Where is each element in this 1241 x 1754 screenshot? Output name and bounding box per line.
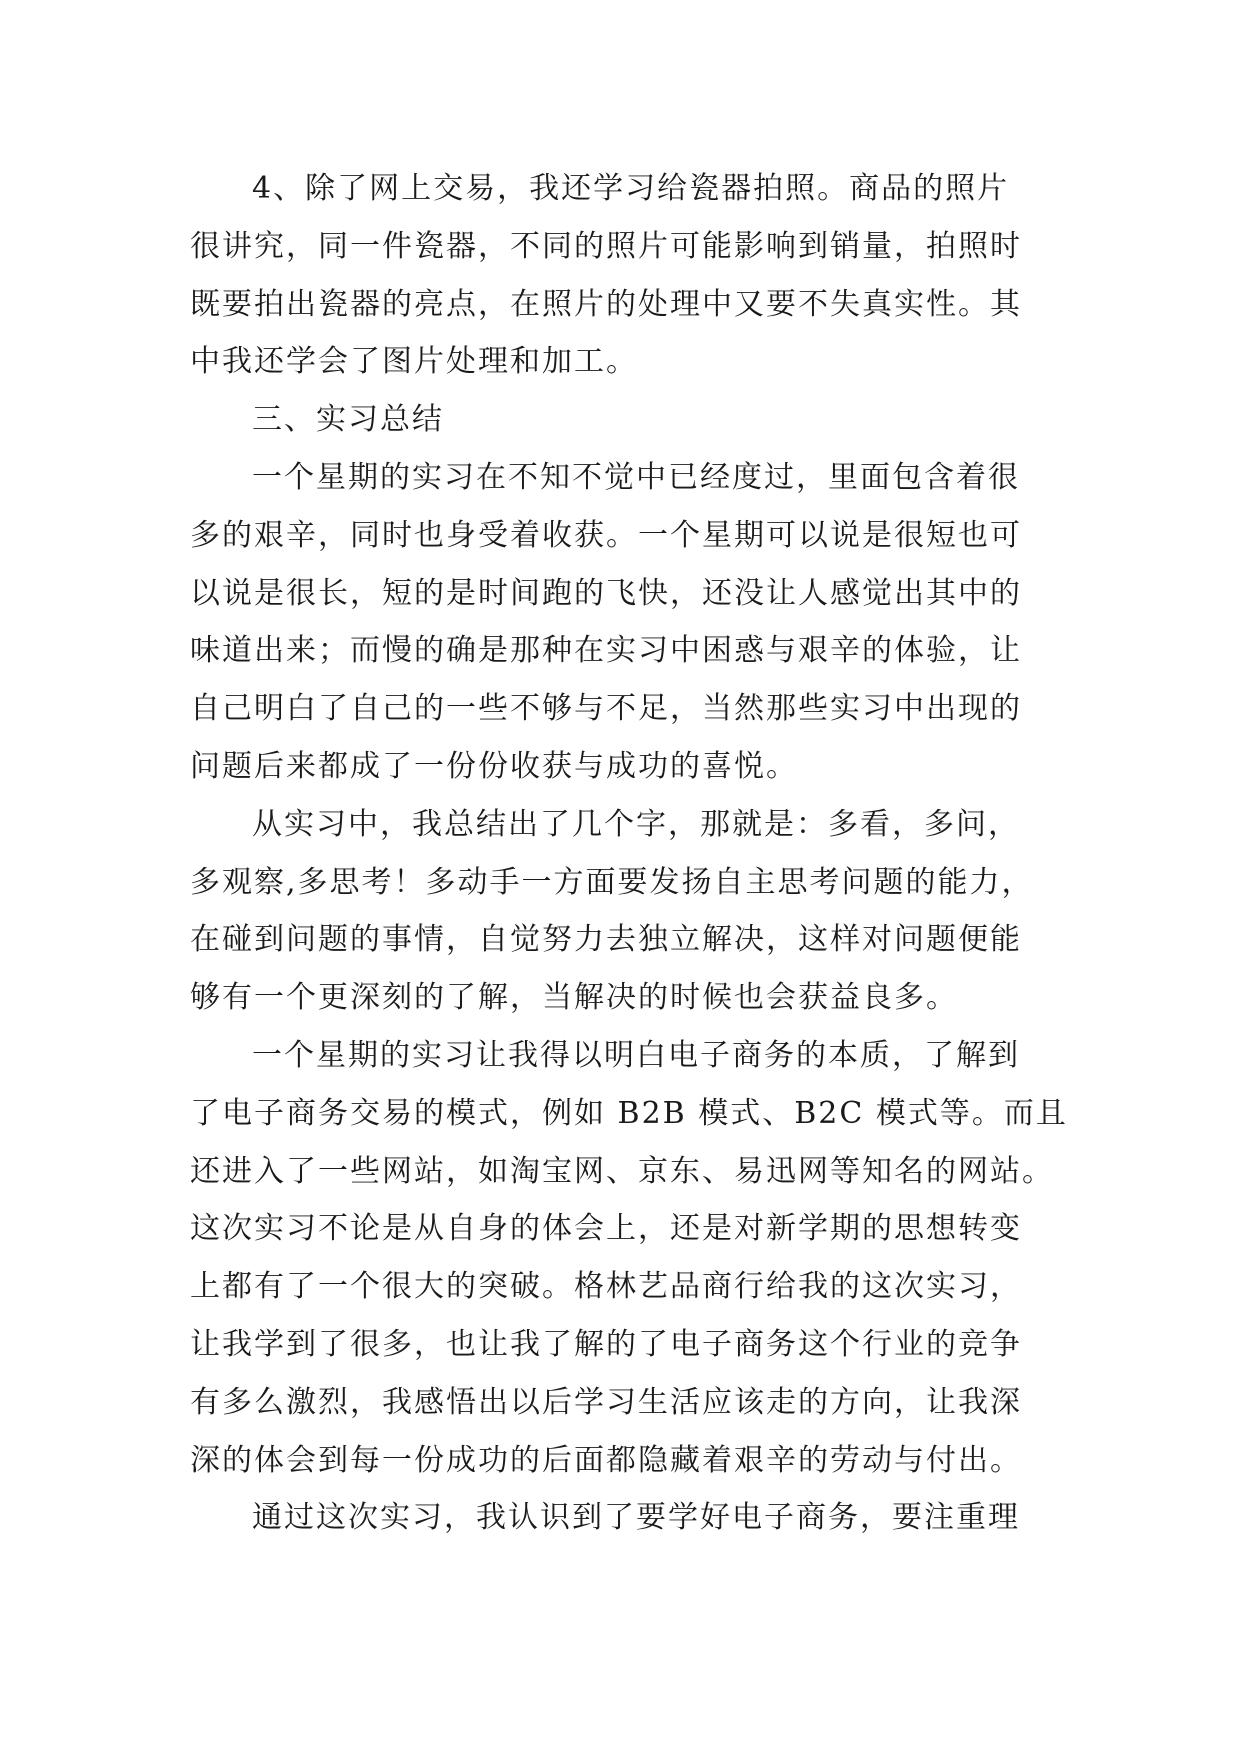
text-line: 中我还学会了图片处理和加工。 (190, 344, 638, 380)
text-line: 自己明白了自己的一些不够与不足，当然那些实习中出现的 (190, 691, 1022, 727)
text-line: 上都有了一个很大的突破。格林艺品商行给我的这次实习， (190, 1269, 1022, 1305)
text-line: 很讲究，同一件瓷器，不同的照片可能影响到销量，拍照时 (190, 228, 1022, 264)
paragraph-lessons (190, 796, 1050, 1027)
text-line: 多的艰辛，同时也身受着收获。一个星期可以说是很短也可 (190, 517, 1022, 553)
text-line: 从实习中，我总结出了几个字，那就是：多看，多问， (252, 806, 1020, 842)
text-line: 了电子商务交易的模式，例如 B2B 模式、B2C 模式等。而且 (190, 1095, 1068, 1131)
document-body (190, 160, 1068, 1547)
text-line: 这次实习不论是从自身的体会上，还是对新学期的思想转变 (190, 1211, 1022, 1247)
paragraph-photography (190, 160, 1050, 391)
text-line: 一个星期的实习让我得以明白电子商务的本质，了解到 (252, 1037, 1020, 1073)
paragraph-summary (190, 449, 1050, 796)
text-line: 让我学到了很多，也让我了解的了电子商务这个行业的竞争 (190, 1326, 1022, 1362)
text-line: 问题后来都成了一份份收获与成功的喜悦。 (190, 748, 798, 784)
text-line: 还进入了一些网站，如淘宝网、京东、易迅网等知名的网站。 (190, 1153, 1054, 1189)
text-line: 够有一个更深刻的了解，当解决的时候也会获益良多。 (190, 980, 958, 1016)
heading-text: 三、实习总结 (252, 402, 444, 438)
text-line: 4、除了网上交易，我还学习给瓷器拍照。商品的照片 (252, 171, 1010, 206)
text-line: 一个星期的实习在不知不觉中已经度过，里面包含着很 (252, 459, 1020, 495)
text-line: 在碰到问题的事情，自觉努力去独立解决，这样对问题便能 (190, 922, 1022, 958)
paragraph-ecommerce (190, 1027, 1068, 1489)
text-line: 有多么激烈，我感悟出以后学习生活应该走的方向，让我深 (190, 1384, 1022, 1420)
paragraph-conclusion (190, 1489, 1050, 1547)
text-line: 既要拍出瓷器的亮点，在照片的处理中又要不失真实性。其 (190, 286, 1022, 322)
section-heading (190, 391, 1050, 449)
text-line: 深的体会到每一份成功的后面都隐藏着艰辛的劳动与付出。 (190, 1442, 1022, 1478)
text-line: 味道出来；而慢的确是那种在实习中困惑与艰辛的体验，让 (190, 633, 1022, 669)
text-line: 以说是很长，短的是时间跑的飞快，还没让人感觉出其中的 (190, 575, 1022, 611)
text-line: 通过这次实习，我认识到了要学好电子商务，要注重理 (252, 1500, 1020, 1536)
text-line: 多观察,多思考！多动手一方面要发扬自主思考问题的能力， (190, 864, 1034, 900)
